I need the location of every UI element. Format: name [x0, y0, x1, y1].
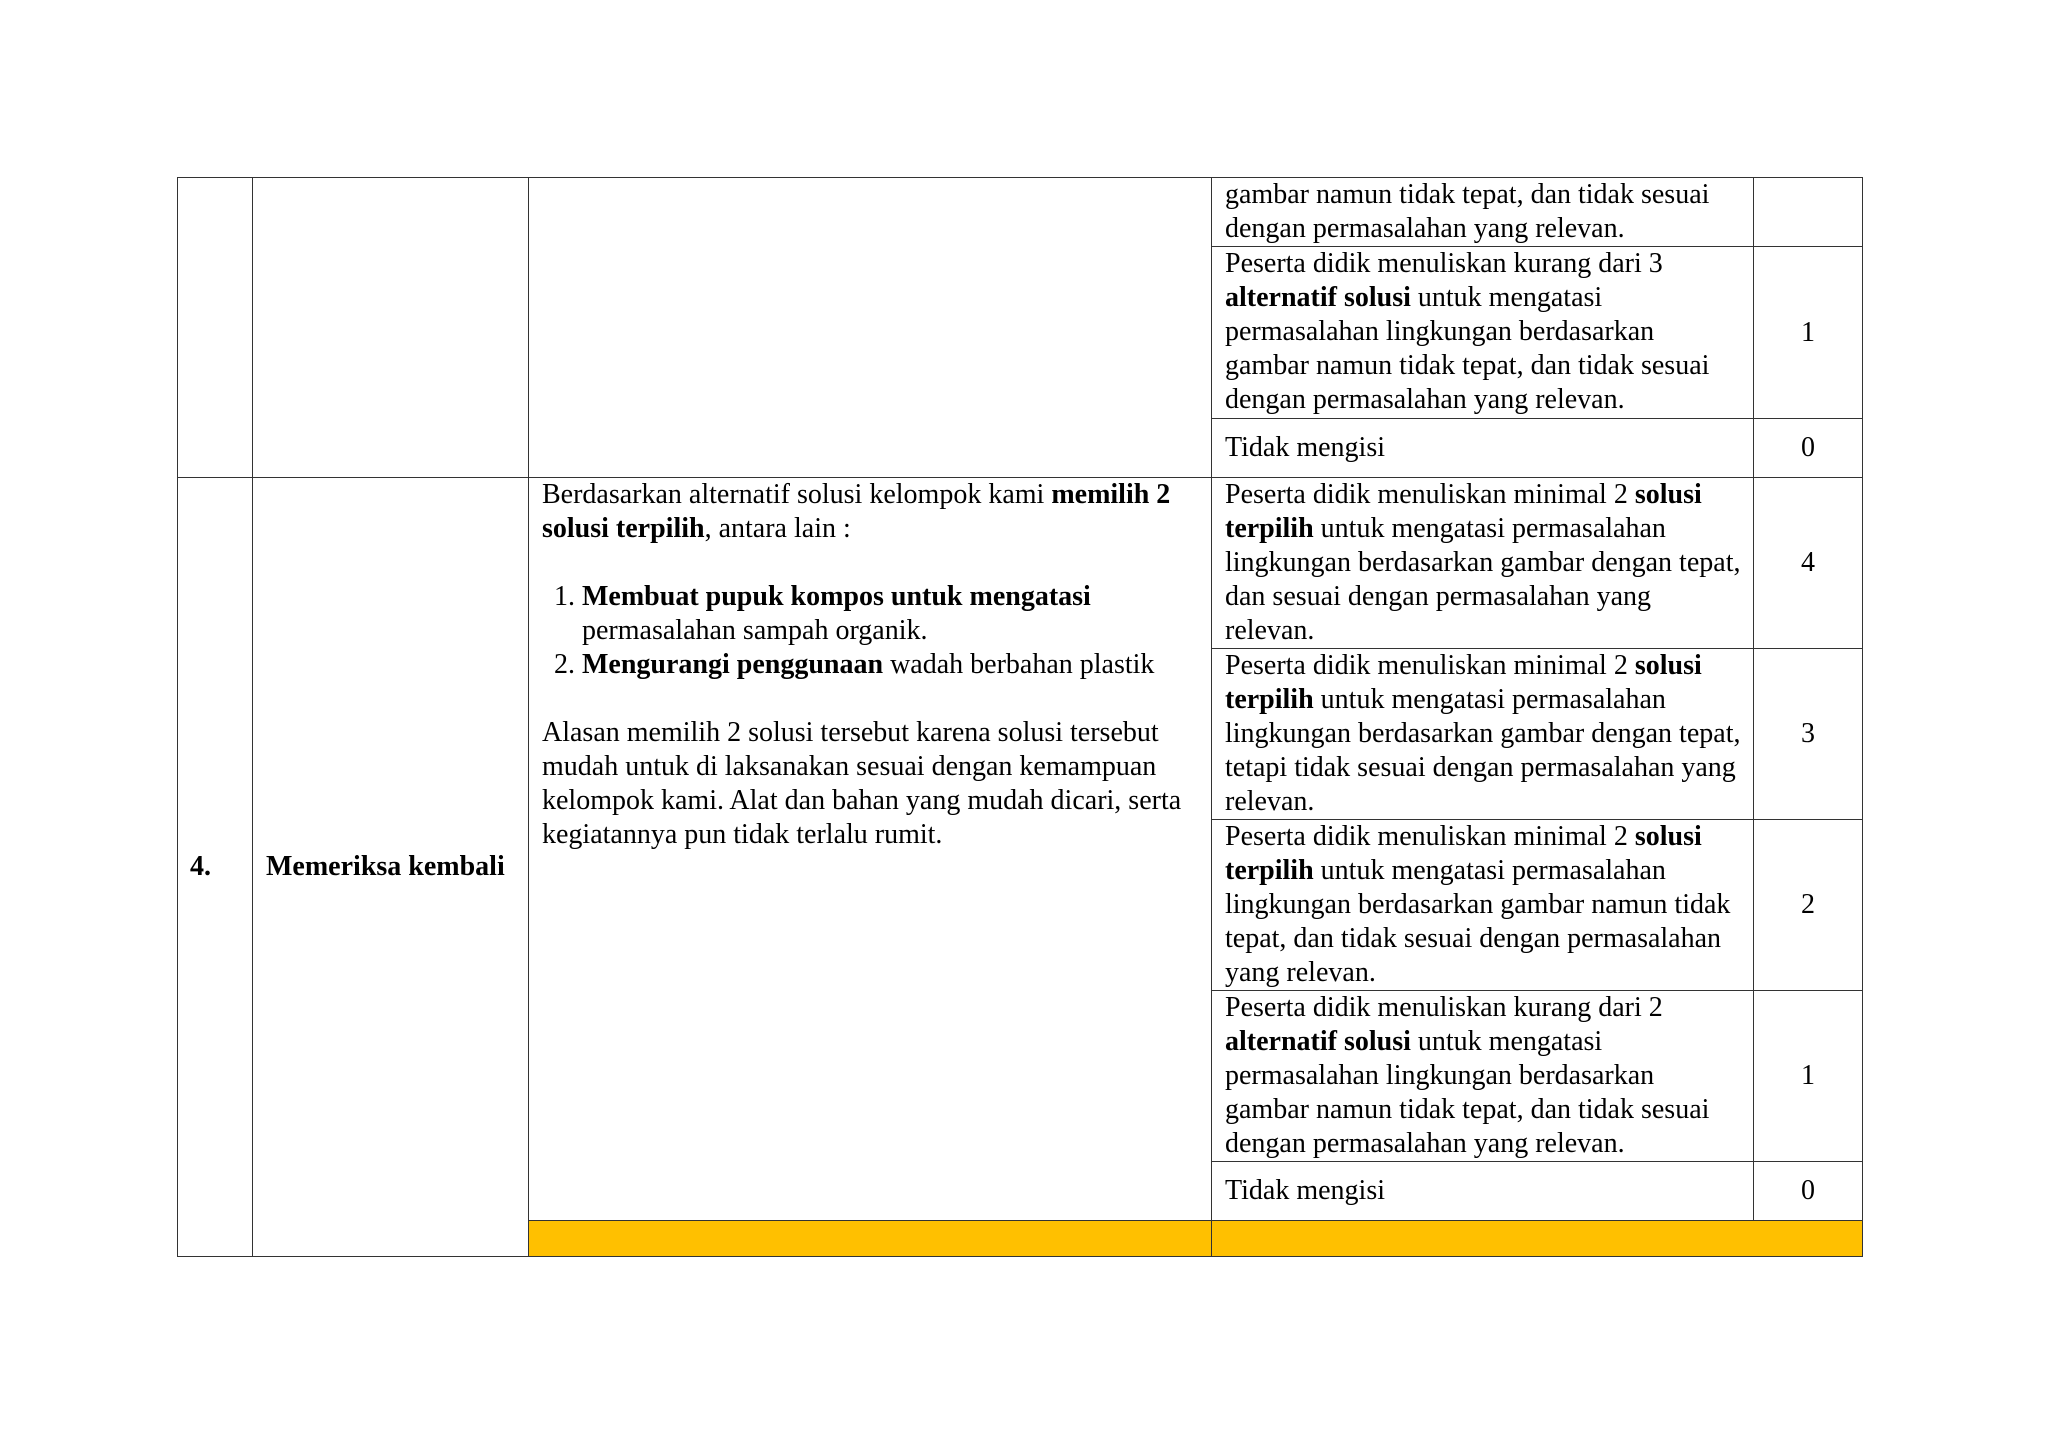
criteria-description: Peserta didik menuliskan minimal 2 solusi terpilih untuk mengatasi permasalahan lingkungan berdasarkan gambar dengan tepat, tetapi tidak sesuai dengan permasalahan yang relevan.: [1212, 649, 1754, 820]
stage-cell-empty: [253, 178, 529, 478]
criteria-description: Tidak mengisi: [1212, 1162, 1754, 1221]
table-row: [178, 178, 1863, 247]
criteria-description: Peserta didik menuliskan minimal 2 solusi terpilih untuk mengatasi permasalahan lingkungan berdasarkan gambar dengan tepat, dan sesuai dengan permasalahan yang relevan.: [1212, 478, 1754, 649]
list-item: 2. Mengurangi penggunaan wadah berbahan plastik: [582, 648, 1199, 682]
criteria-description: Peserta didik menuliskan kurang dari 3 alternatif solusi untuk mengatasi permasalahan lingkungan berdasarkan gambar namun tidak tepat, dan tidak sesuai dengan permasalahan yang relevan.: [1212, 247, 1754, 419]
table-row: [178, 478, 1863, 649]
score-value: 2: [1754, 820, 1863, 991]
score-value: 0: [1754, 1162, 1863, 1221]
score-value: 1: [1754, 991, 1863, 1162]
list-item: 1. Membuat pupuk kompos untuk mengatasi permasalahan sampah organik.: [582, 580, 1199, 648]
rubric-table: [177, 177, 1863, 1257]
solution-list: [542, 580, 1199, 682]
number-cell-empty: [178, 178, 253, 478]
criteria-description: Peserta didik menuliskan minimal 2 solusi terpilih untuk mengatasi permasalahan lingkungan berdasarkan gambar namun tidak tepat, dan tidak sesuai dengan permasalahan yang relevan.: [1212, 820, 1754, 991]
score-value: [1754, 178, 1863, 247]
answer-cell-empty: [529, 178, 1212, 478]
criteria-description: Peserta didik menuliskan kurang dari 2 alternatif solusi untuk mengatasi permasalahan lingkungan berdasarkan gambar namun tidak tepat, dan tidak sesuai dengan permasalahan yang relevan.: [1212, 991, 1754, 1162]
highlight-cell: [529, 1221, 1212, 1257]
criteria-description: Tidak mengisi: [1212, 419, 1754, 478]
score-value: 3: [1754, 649, 1863, 820]
answer-reason: Alasan memilih 2 solusi tersebut karena solusi tersebut mudah untuk di laksanakan sesuai dengan kemampuan kelompok kami. Alat dan bahan yang mudah dicari, serta kegiatannya pun tidak terlalu rumit.: [542, 717, 1182, 850]
step-number: 4.: [178, 478, 253, 1257]
score-value: 1: [1754, 247, 1863, 419]
answer-text: [529, 478, 1212, 1221]
score-value: 0: [1754, 419, 1863, 478]
criteria-description: gambar namun tidak tepat, dan tidak sesuai dengan permasalahan yang relevan.: [1212, 178, 1754, 247]
score-value: 4: [1754, 478, 1863, 649]
answer-intro: Berdasarkan alternatif solusi kelompok kami memilih 2 solusi terpilih, antara lain :: [542, 479, 1171, 544]
highlight-cell: [1212, 1221, 1863, 1257]
step-title: Memeriksa kembali: [253, 478, 529, 1257]
